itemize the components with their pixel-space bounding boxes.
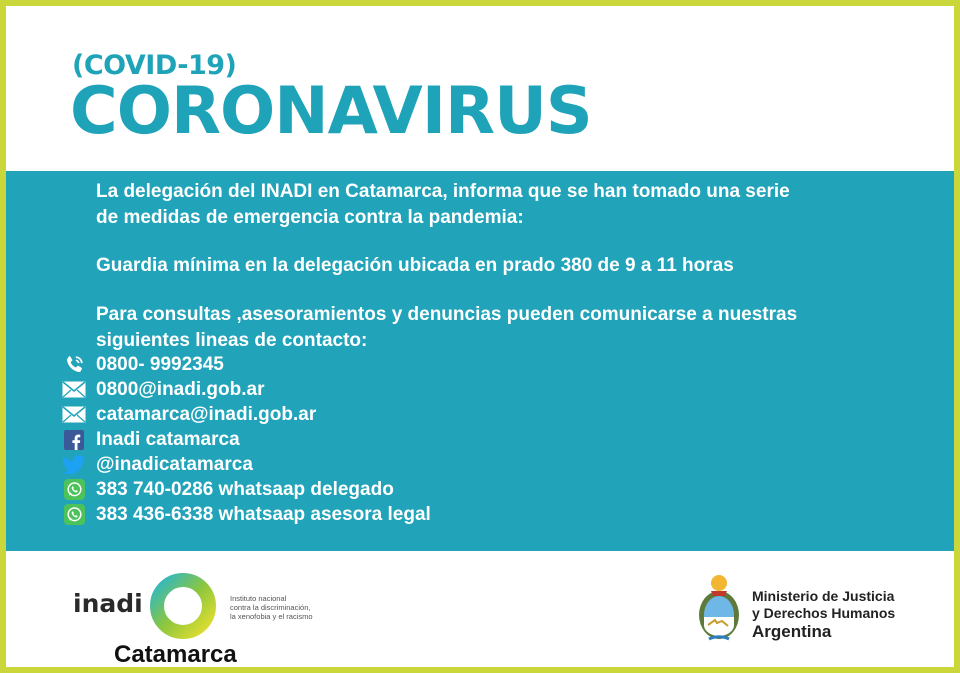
institute-line-3: la xenofobia y el racismo [230, 612, 313, 621]
contact-item-email[interactable] [61, 377, 431, 402]
inadi-ring-logo-icon [148, 571, 218, 641]
contact-item-twitter[interactable] [61, 452, 431, 477]
argentina-coat-of-arms-icon [694, 569, 744, 645]
institute-line-2: contra la discriminación, [230, 603, 311, 612]
contact-item-facebook[interactable] [61, 427, 431, 452]
city-label: Catamarca [114, 641, 237, 668]
contact-text: @inadicatamarca [96, 453, 253, 475]
facebook-icon [61, 429, 87, 451]
covid-subtitle: (COVID-19) [72, 50, 237, 81]
ministry-line-3: Argentina [752, 622, 832, 641]
contact-item-whatsapp[interactable] [61, 502, 431, 527]
announcement-paragraph [96, 179, 790, 231]
contact-text: Inadi catamarca [96, 428, 240, 450]
whatsapp-icon [61, 479, 87, 501]
contact-intro-paragraph [96, 302, 797, 354]
contact-intro-line-2: siguientes lineas de contacto: [96, 330, 368, 351]
mail-icon [61, 404, 87, 426]
contact-text: 383 436-6338 whatsaap asesora legal [96, 503, 431, 525]
institute-line-1: Instituto nacional [230, 594, 287, 603]
contact-text: 0800@inadi.gob.ar [96, 378, 265, 400]
contact-list [61, 352, 431, 527]
ministry-line-2: y Derechos Humanos [752, 605, 896, 621]
institute-text [230, 594, 340, 621]
contact-text: 383 740-0286 whatsaap delegado [96, 478, 394, 500]
contact-item-phone[interactable] [61, 352, 431, 377]
contact-text: catamarca@inadi.gob.ar [96, 403, 317, 425]
contact-item-whatsapp[interactable] [61, 477, 431, 502]
twitter-icon [61, 454, 87, 476]
announcement-line-1: La delegación del INADI en Catamarca, informa que se han tomado una serie [96, 181, 790, 202]
info-band [6, 171, 954, 551]
announcement-line-2: de medidas de emergencia contra la pandemia: [96, 207, 524, 228]
contact-intro-line-1: Para consultas ,asesoramientos y denuncias pueden comunicarse a nuestras [96, 304, 798, 325]
phone-icon [61, 354, 87, 376]
contact-text: 0800- 9992345 [96, 353, 224, 375]
contact-item-email[interactable] [61, 402, 431, 427]
footer [6, 551, 954, 673]
header [6, 6, 954, 171]
inadi-logo-text: inadi [73, 589, 143, 618]
mail-icon [61, 379, 87, 401]
ministry-line-1: Ministerio de Justicia [752, 588, 895, 604]
whatsapp-icon [61, 504, 87, 526]
coronavirus-title: CORONAVIRUS [70, 74, 592, 149]
hours-paragraph: Guardia mínima en la delegación ubicada en prado 380 de 9 a 11 horas [96, 255, 734, 276]
